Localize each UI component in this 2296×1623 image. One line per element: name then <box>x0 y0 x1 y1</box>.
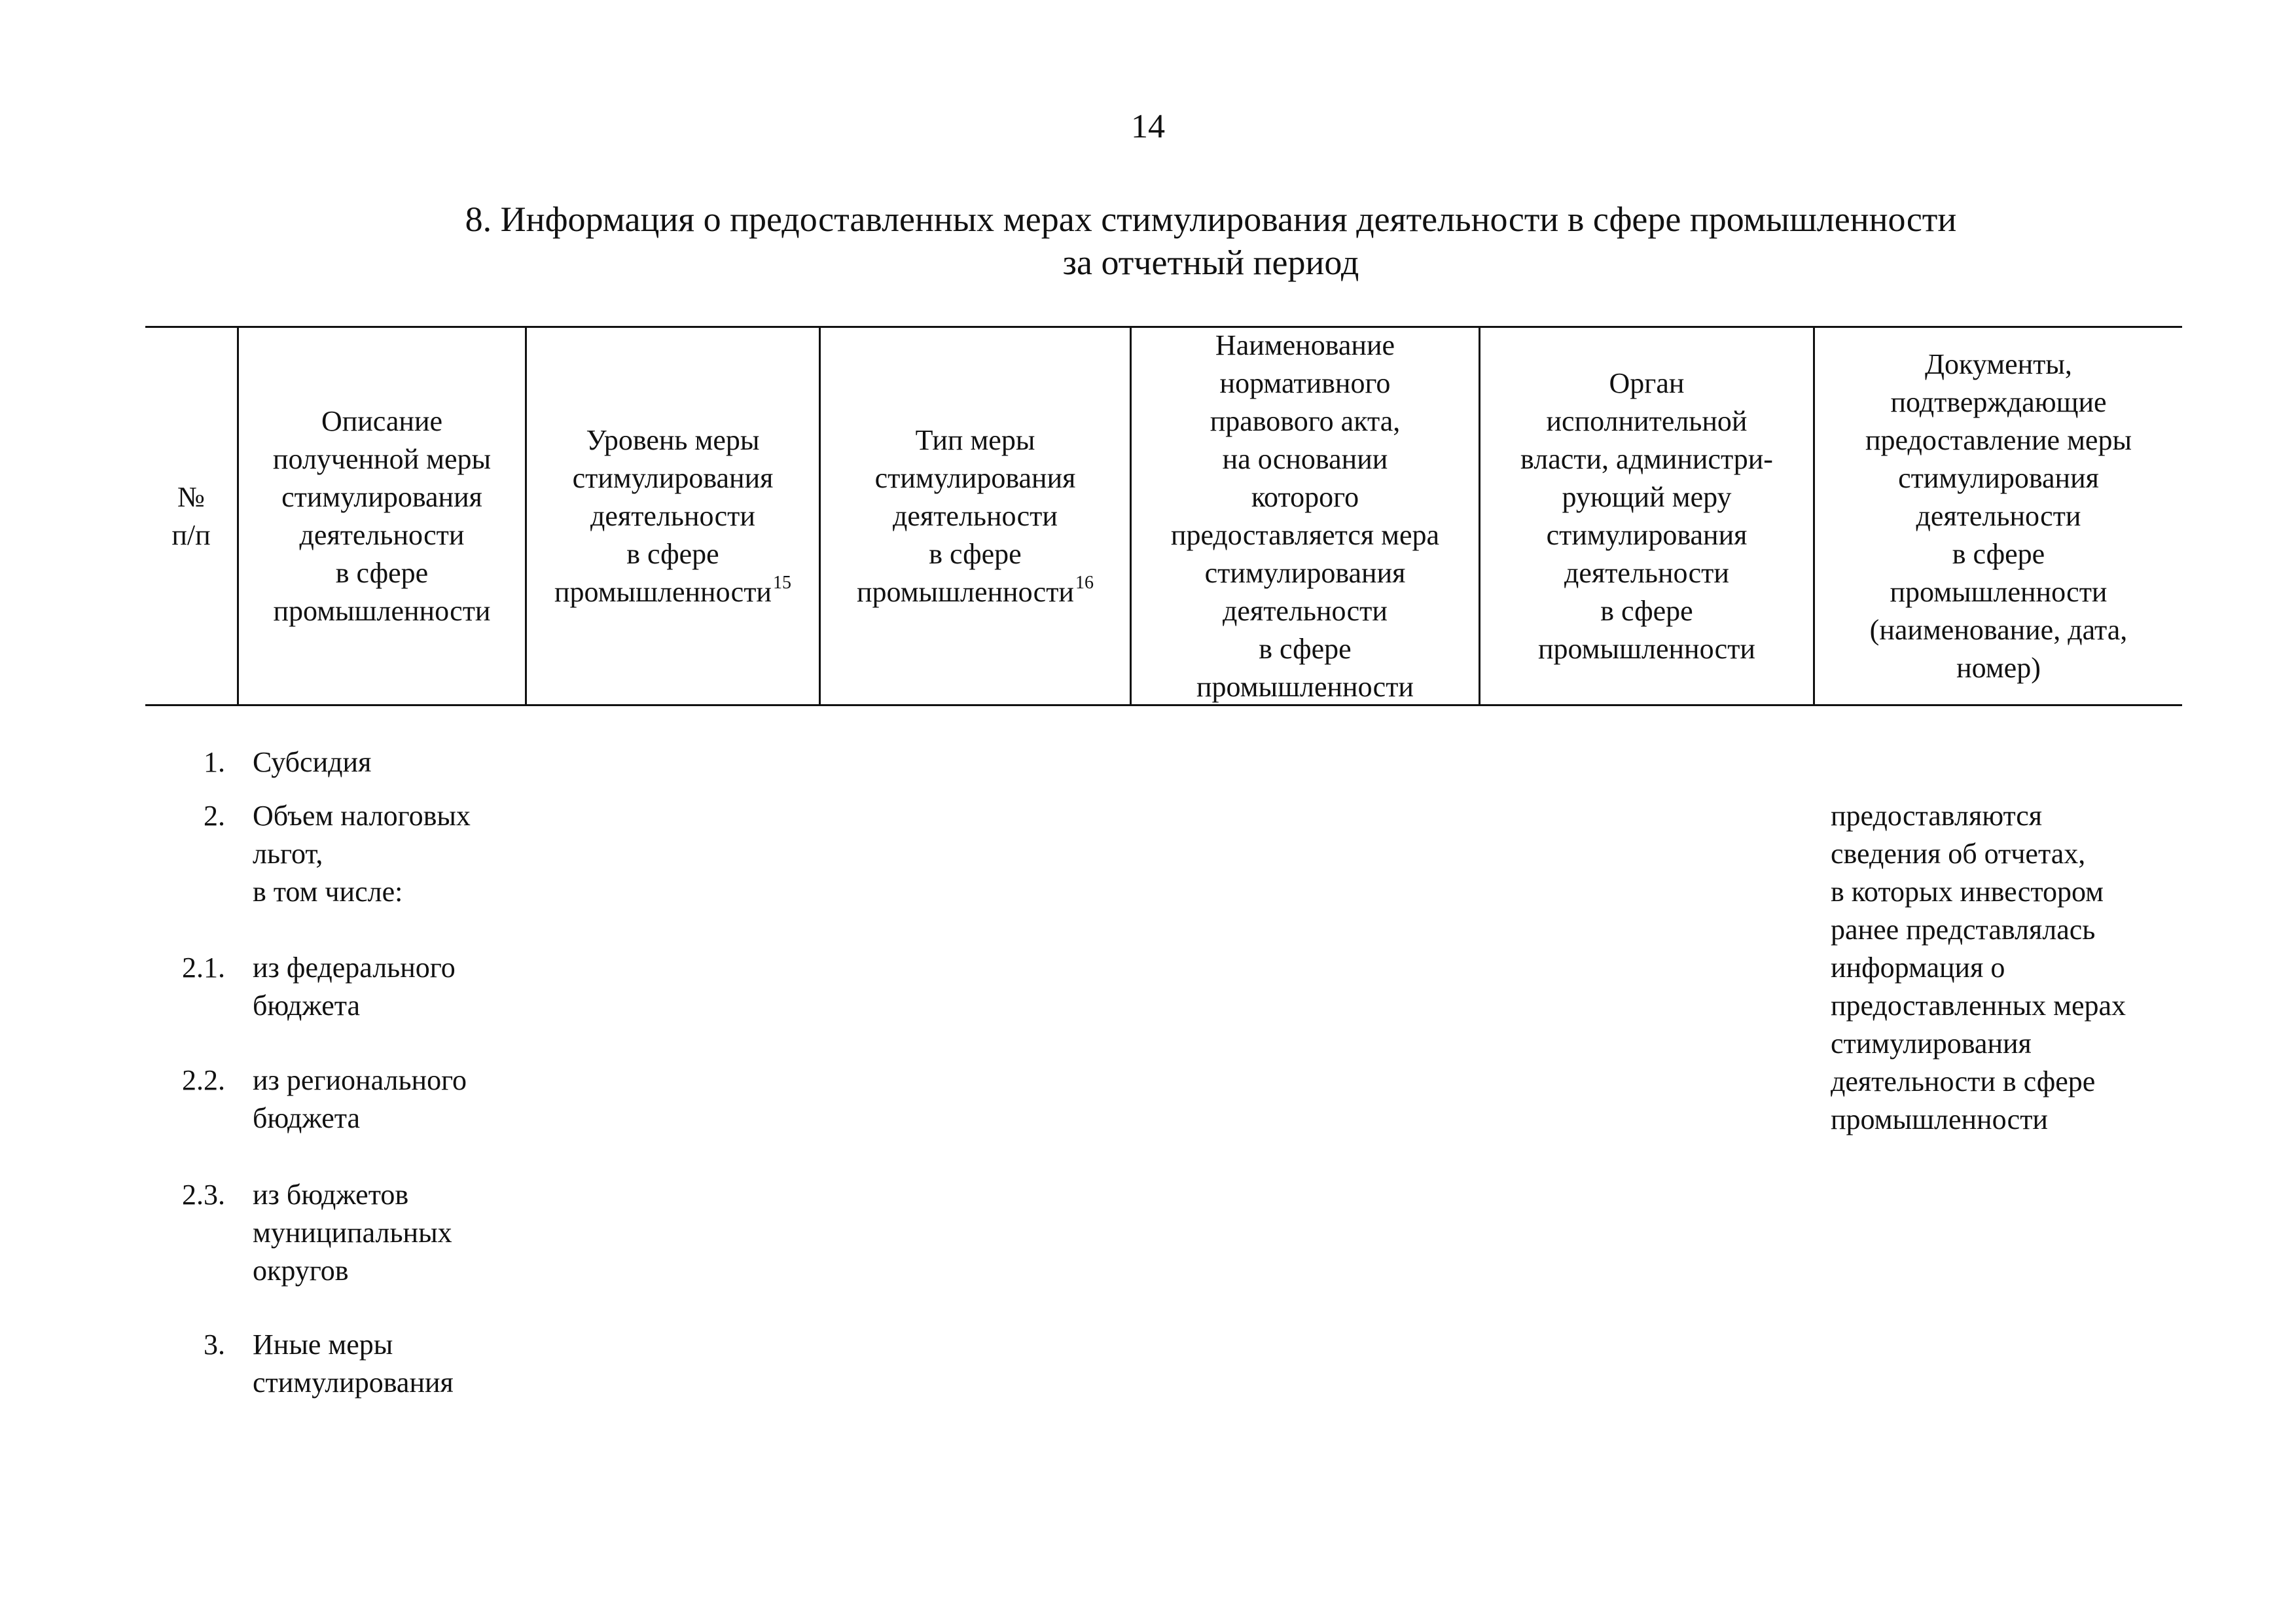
section-title <box>0 198 2296 284</box>
page-number: 14 <box>1131 108 1165 145</box>
row-description: Объем налоговых льгот, в том числе: <box>253 800 471 908</box>
header-number-text: № п/п <box>171 480 211 551</box>
header-documents <box>1815 328 2182 704</box>
row-number: 2. <box>204 800 225 832</box>
row-number: 2.3. <box>182 1179 225 1211</box>
header-legal-act-text: Наименование нормативного правового акта, на основании которого предоставляется мера стимулирования деятельности в сфере промышленности <box>1170 329 1440 703</box>
row-description: из федерального бюджета <box>253 952 456 1022</box>
row-number: 2.1. <box>182 952 225 984</box>
header-type <box>821 328 1130 704</box>
row-number: 2.2. <box>182 1064 225 1096</box>
header-type-text: Тип меры стимулирования деятельности в сфере промышленности <box>857 423 1076 608</box>
section-title-line1: 8. Информация о предоставленных мерах стимулирования деятельности в сфере промышленности <box>465 200 1957 239</box>
header-level-text: Уровень меры стимулирования деятельности в сфере промышленности <box>554 423 774 608</box>
header-authority-text: Орган исполнительной власти, администри- рующий меру стимулирования деятельности в сфере промышленности <box>1520 366 1773 665</box>
table-header <box>145 326 2182 706</box>
header-authority <box>1480 328 1813 704</box>
row-number: 3. <box>204 1329 225 1361</box>
row-number: 1. <box>204 746 225 778</box>
header-legal-act <box>1132 328 1479 704</box>
documents-note: предоставляются сведения об отчетах, в которых инвестором ранее представлялась информация о предоставленных мерах стимулирования деятельности в сфере промышленности <box>1831 800 2126 1135</box>
row-description: Субсидия <box>253 746 372 778</box>
row-description: Иные меры стимулирования <box>253 1329 454 1399</box>
footnote-15: 15 <box>772 572 791 593</box>
header-level <box>527 328 819 704</box>
header-number <box>145 328 237 704</box>
header-documents-text: Документы, подтверждающие предоставление меры стимулирования деятельности в сфере промышленности (наименование, дата, номер) <box>1865 348 2132 684</box>
row-description: из регионального бюджета <box>253 1064 467 1134</box>
section-title-line2: за отчетный период <box>1062 243 1359 282</box>
header-description <box>239 328 525 704</box>
footnote-16: 16 <box>1075 572 1094 593</box>
header-description-text: Описание полученной меры стимулирования деятельности в сфере промышленности <box>272 404 492 627</box>
row-description: из бюджетов муниципальных округов <box>253 1179 452 1287</box>
